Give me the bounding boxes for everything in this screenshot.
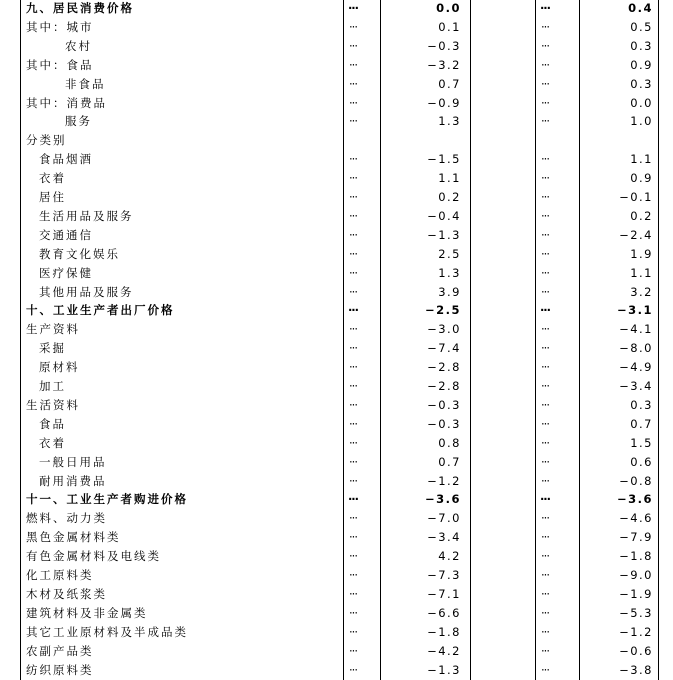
cell-col4: 0.9 bbox=[630, 57, 653, 72]
cell-col1: ··· bbox=[349, 322, 357, 337]
cell-col3: ··· bbox=[541, 227, 549, 242]
cell-col3: ··· bbox=[541, 322, 549, 337]
cell-col1: ··· bbox=[349, 549, 357, 564]
row-label: 一般日用品 bbox=[39, 454, 107, 469]
cell-col4: 0.5 bbox=[630, 19, 653, 34]
cell-col1: ··· bbox=[349, 284, 357, 299]
cell-col1: ··· bbox=[349, 114, 357, 129]
cell-col1: ··· bbox=[349, 341, 357, 356]
cell-col4: 1.0 bbox=[630, 114, 653, 129]
cell-col4: 0.7 bbox=[630, 416, 653, 431]
cell-col1: ··· bbox=[349, 397, 357, 412]
row-label: 分类别 bbox=[26, 133, 67, 148]
cell-col1: ··· bbox=[349, 152, 357, 167]
row-label: 衣着 bbox=[39, 435, 66, 450]
cell-col1: ··· bbox=[349, 171, 357, 186]
cell-col3: ··· bbox=[541, 416, 549, 431]
cell-col2: −0.4 bbox=[427, 208, 461, 223]
cell-col1: ··· bbox=[349, 454, 357, 469]
cell-col2: 1.3 bbox=[438, 265, 461, 280]
cell-col3: ··· bbox=[541, 511, 549, 526]
table-row bbox=[0, 37, 673, 56]
table-row bbox=[0, 642, 673, 661]
table-row bbox=[0, 245, 673, 264]
cell-col4: −0.1 bbox=[619, 190, 653, 204]
table-row bbox=[0, 283, 673, 302]
cell-col1: ··· bbox=[349, 190, 357, 204]
table-row bbox=[0, 604, 673, 623]
cell-col3: ··· bbox=[541, 568, 549, 582]
table-row bbox=[0, 188, 673, 207]
row-label: 交通通信 bbox=[39, 227, 93, 242]
cell-col4: 0.4 bbox=[628, 1, 653, 15]
row-label: 十一、工业生产者购进价格 bbox=[26, 492, 188, 507]
cell-col4: 1.9 bbox=[630, 246, 653, 261]
row-label: 衣着 bbox=[39, 171, 66, 186]
cell-col2: −3.0 bbox=[427, 322, 461, 337]
table-row bbox=[0, 453, 673, 472]
cell-col3: ··· bbox=[541, 549, 549, 564]
cell-col2: −0.3 bbox=[427, 397, 461, 412]
cell-col4: 0.0 bbox=[630, 95, 653, 110]
cell-col2: 0.1 bbox=[438, 19, 461, 34]
cell-col4: −1.2 bbox=[619, 624, 653, 639]
cell-col3: ··· bbox=[541, 152, 549, 167]
cell-col1: ··· bbox=[349, 95, 357, 110]
cell-col3: ··· bbox=[541, 586, 549, 601]
cell-col2: 1.1 bbox=[438, 171, 461, 186]
cell-col1: ··· bbox=[349, 662, 357, 677]
cell-col3: ··· bbox=[539, 492, 551, 507]
cell-col4: −2.4 bbox=[619, 227, 653, 242]
cell-col3: ··· bbox=[541, 19, 549, 34]
row-label: 建筑材料及非金属类 bbox=[26, 605, 148, 620]
cell-col3: ··· bbox=[541, 57, 549, 72]
table-row bbox=[0, 339, 673, 358]
row-label: 非食品 bbox=[65, 76, 106, 91]
row-label: 黑色金属材料类 bbox=[26, 530, 121, 545]
cell-col1: ··· bbox=[349, 473, 357, 488]
row-label: 医疗保健 bbox=[39, 265, 93, 280]
cell-col1: ··· bbox=[349, 208, 357, 223]
cell-col1: ··· bbox=[347, 492, 359, 507]
cell-col1: ··· bbox=[349, 511, 357, 526]
table-row bbox=[0, 661, 673, 680]
table-row bbox=[0, 585, 673, 604]
cell-col3: ··· bbox=[541, 284, 549, 299]
cell-col1: ··· bbox=[349, 57, 357, 72]
row-label: 生活资料 bbox=[26, 397, 80, 412]
cell-col4: −4.9 bbox=[619, 360, 653, 375]
cell-col2: −2.8 bbox=[427, 360, 461, 375]
table-row bbox=[0, 490, 673, 509]
table-row bbox=[0, 169, 673, 188]
cell-col1: ··· bbox=[349, 416, 357, 431]
row-label: 其他用品及服务 bbox=[39, 284, 134, 299]
row-label: 十、工业生产者出厂价格 bbox=[26, 303, 175, 318]
cell-col4: 0.3 bbox=[630, 397, 653, 412]
table-row bbox=[0, 18, 673, 37]
row-label: 有色金属材料及电线类 bbox=[26, 549, 161, 564]
cell-col2: −1.3 bbox=[427, 227, 461, 242]
cell-col3: ··· bbox=[541, 379, 549, 393]
row-label: 生活用品及服务 bbox=[39, 208, 134, 223]
row-label: 服务 bbox=[65, 114, 92, 129]
cell-col1: ··· bbox=[347, 303, 359, 318]
cell-col4: −0.8 bbox=[619, 473, 653, 488]
cell-col3: ··· bbox=[541, 246, 549, 261]
cell-col3: ··· bbox=[541, 114, 549, 129]
row-label: 教育文化娱乐 bbox=[39, 246, 120, 261]
cell-col3: ··· bbox=[541, 662, 549, 677]
table-row bbox=[0, 226, 673, 245]
cell-col3: ··· bbox=[541, 341, 549, 356]
cell-col4: −3.8 bbox=[619, 662, 653, 677]
cell-col2: 2.5 bbox=[438, 246, 461, 261]
cell-col4: −9.0 bbox=[619, 568, 653, 582]
table-row bbox=[0, 75, 673, 94]
cell-col3: ··· bbox=[541, 265, 549, 280]
cell-col3: ··· bbox=[541, 360, 549, 375]
cell-col4: 1.1 bbox=[630, 152, 653, 167]
row-label: 耐用消费品 bbox=[39, 473, 107, 488]
row-label: 食品 bbox=[39, 416, 66, 431]
cell-col3: ··· bbox=[541, 76, 549, 91]
cell-col4: 0.3 bbox=[630, 38, 653, 53]
table-row bbox=[0, 566, 673, 585]
cell-col1: ··· bbox=[347, 1, 359, 15]
row-label: 纺织原料类 bbox=[26, 662, 94, 677]
row-label: 九、居民消费价格 bbox=[26, 1, 134, 15]
cell-col2: −1.3 bbox=[427, 662, 461, 677]
cell-col1: ··· bbox=[349, 360, 357, 375]
table-row bbox=[0, 207, 673, 226]
cell-col2: −7.3 bbox=[427, 568, 461, 582]
cell-col4: 0.6 bbox=[630, 454, 653, 469]
cell-col2: 0.7 bbox=[438, 454, 461, 469]
cell-col4: 0.3 bbox=[630, 76, 653, 91]
cell-col4: −5.3 bbox=[619, 605, 653, 620]
row-label: 生产资料 bbox=[26, 322, 80, 337]
cell-col4: −3.6 bbox=[616, 492, 653, 507]
table-row bbox=[0, 320, 673, 339]
cell-col2: −3.4 bbox=[427, 530, 461, 545]
table-row bbox=[0, 358, 673, 377]
cell-col2: −4.2 bbox=[427, 643, 461, 658]
cell-col2: 0.8 bbox=[438, 435, 461, 450]
table-row bbox=[0, 396, 673, 415]
cell-col3: ··· bbox=[541, 605, 549, 620]
cell-col1: ··· bbox=[349, 643, 357, 658]
cell-col3: ··· bbox=[541, 208, 549, 223]
cell-col3: ··· bbox=[541, 397, 549, 412]
cell-col3: ··· bbox=[539, 1, 551, 15]
cell-col3: ··· bbox=[541, 530, 549, 545]
cell-col4: −4.1 bbox=[619, 322, 653, 337]
cell-col4: −3.4 bbox=[619, 379, 653, 393]
row-label: 居住 bbox=[39, 190, 66, 204]
cell-col3: ··· bbox=[541, 38, 549, 53]
table-row bbox=[0, 131, 673, 150]
row-label: 食品烟酒 bbox=[39, 152, 93, 167]
cell-col2: −1.2 bbox=[427, 473, 461, 488]
cell-col1: ··· bbox=[349, 605, 357, 620]
cell-col2: 1.3 bbox=[438, 114, 461, 129]
table-row bbox=[0, 472, 673, 491]
cell-col3: ··· bbox=[541, 454, 549, 469]
cell-col4: −0.6 bbox=[619, 643, 653, 658]
cell-col2: −6.6 bbox=[427, 605, 461, 620]
cell-col4: −3.1 bbox=[616, 303, 653, 318]
cell-col1: ··· bbox=[349, 265, 357, 280]
cell-col2: −1.5 bbox=[427, 152, 461, 167]
row-label: 加工 bbox=[39, 379, 66, 393]
cell-col3: ··· bbox=[541, 643, 549, 658]
cell-col1: ··· bbox=[349, 227, 357, 242]
cell-col2: −0.3 bbox=[427, 416, 461, 431]
cell-col3: ··· bbox=[541, 95, 549, 110]
row-label: 木材及纸浆类 bbox=[26, 586, 107, 601]
row-label: 农副产品类 bbox=[26, 643, 94, 658]
cell-col1: ··· bbox=[349, 435, 357, 450]
cell-col3: ··· bbox=[541, 190, 549, 204]
table-row bbox=[0, 509, 673, 528]
row-label: 原材料 bbox=[39, 360, 80, 375]
row-label: 其中：食品 bbox=[26, 57, 94, 72]
table-row bbox=[0, 94, 673, 113]
cell-col1: ··· bbox=[349, 530, 357, 545]
cell-col2: −2.8 bbox=[427, 379, 461, 393]
cell-col4: −1.8 bbox=[619, 549, 653, 564]
cell-col4: −8.0 bbox=[619, 341, 653, 356]
cell-col4: −7.9 bbox=[619, 530, 653, 545]
cell-col2: 3.9 bbox=[438, 284, 461, 299]
table-row bbox=[0, 56, 673, 75]
cell-col1: ··· bbox=[349, 38, 357, 53]
cell-col2: 0.7 bbox=[438, 76, 461, 91]
row-label: 采掘 bbox=[39, 341, 66, 356]
cell-col3: ··· bbox=[541, 624, 549, 639]
table-row bbox=[0, 623, 673, 642]
cell-col2: −7.1 bbox=[427, 586, 461, 601]
table-row bbox=[0, 150, 673, 169]
cell-col2: −3.6 bbox=[424, 492, 461, 507]
cell-col2: −0.9 bbox=[427, 95, 461, 110]
table-row bbox=[0, 301, 673, 320]
cell-col4: 1.5 bbox=[630, 435, 653, 450]
row-label: 其它工业原材料及半成品类 bbox=[26, 624, 188, 639]
cell-col4: 0.2 bbox=[630, 208, 653, 223]
cell-col1: ··· bbox=[349, 246, 357, 261]
cell-col2: 0.0 bbox=[436, 1, 461, 15]
table-row bbox=[0, 434, 673, 453]
cell-col3: ··· bbox=[541, 473, 549, 488]
table-row bbox=[0, 547, 673, 566]
cell-col2: −2.5 bbox=[424, 303, 461, 318]
cell-col2: −3.2 bbox=[427, 57, 461, 72]
cell-col2: −1.8 bbox=[427, 624, 461, 639]
table-row bbox=[0, 415, 673, 434]
cell-col3: ··· bbox=[541, 171, 549, 186]
cell-col4: −4.6 bbox=[619, 511, 653, 526]
row-label: 其中：消费品 bbox=[26, 95, 107, 110]
cell-col1: ··· bbox=[349, 19, 357, 34]
cell-col2: 4.2 bbox=[438, 549, 461, 564]
cell-col2: −7.4 bbox=[427, 341, 461, 356]
row-label: 化工原料类 bbox=[26, 568, 94, 582]
cell-col4: −1.9 bbox=[619, 586, 653, 601]
cell-col1: ··· bbox=[349, 379, 357, 393]
table-row bbox=[0, 264, 673, 283]
cell-col4: 1.1 bbox=[630, 265, 653, 280]
table-row bbox=[0, 0, 673, 18]
cell-col2: 0.2 bbox=[438, 190, 461, 204]
cell-col1: ··· bbox=[349, 624, 357, 639]
cell-col2: −7.0 bbox=[427, 511, 461, 526]
cell-col4: 0.9 bbox=[630, 171, 653, 186]
cell-col3: ··· bbox=[541, 435, 549, 450]
row-label: 其中：城市 bbox=[26, 19, 94, 34]
table-row bbox=[0, 377, 673, 396]
table-row bbox=[0, 112, 673, 131]
row-label: 燃料、动力类 bbox=[26, 511, 107, 526]
cell-col1: ··· bbox=[349, 76, 357, 91]
table-row bbox=[0, 528, 673, 547]
row-label: 农村 bbox=[65, 38, 92, 53]
cell-col4: 3.2 bbox=[630, 284, 653, 299]
cell-col1: ··· bbox=[349, 568, 357, 582]
cell-col3: ··· bbox=[539, 303, 551, 318]
cell-col2: −0.3 bbox=[427, 38, 461, 53]
cell-col1: ··· bbox=[349, 586, 357, 601]
